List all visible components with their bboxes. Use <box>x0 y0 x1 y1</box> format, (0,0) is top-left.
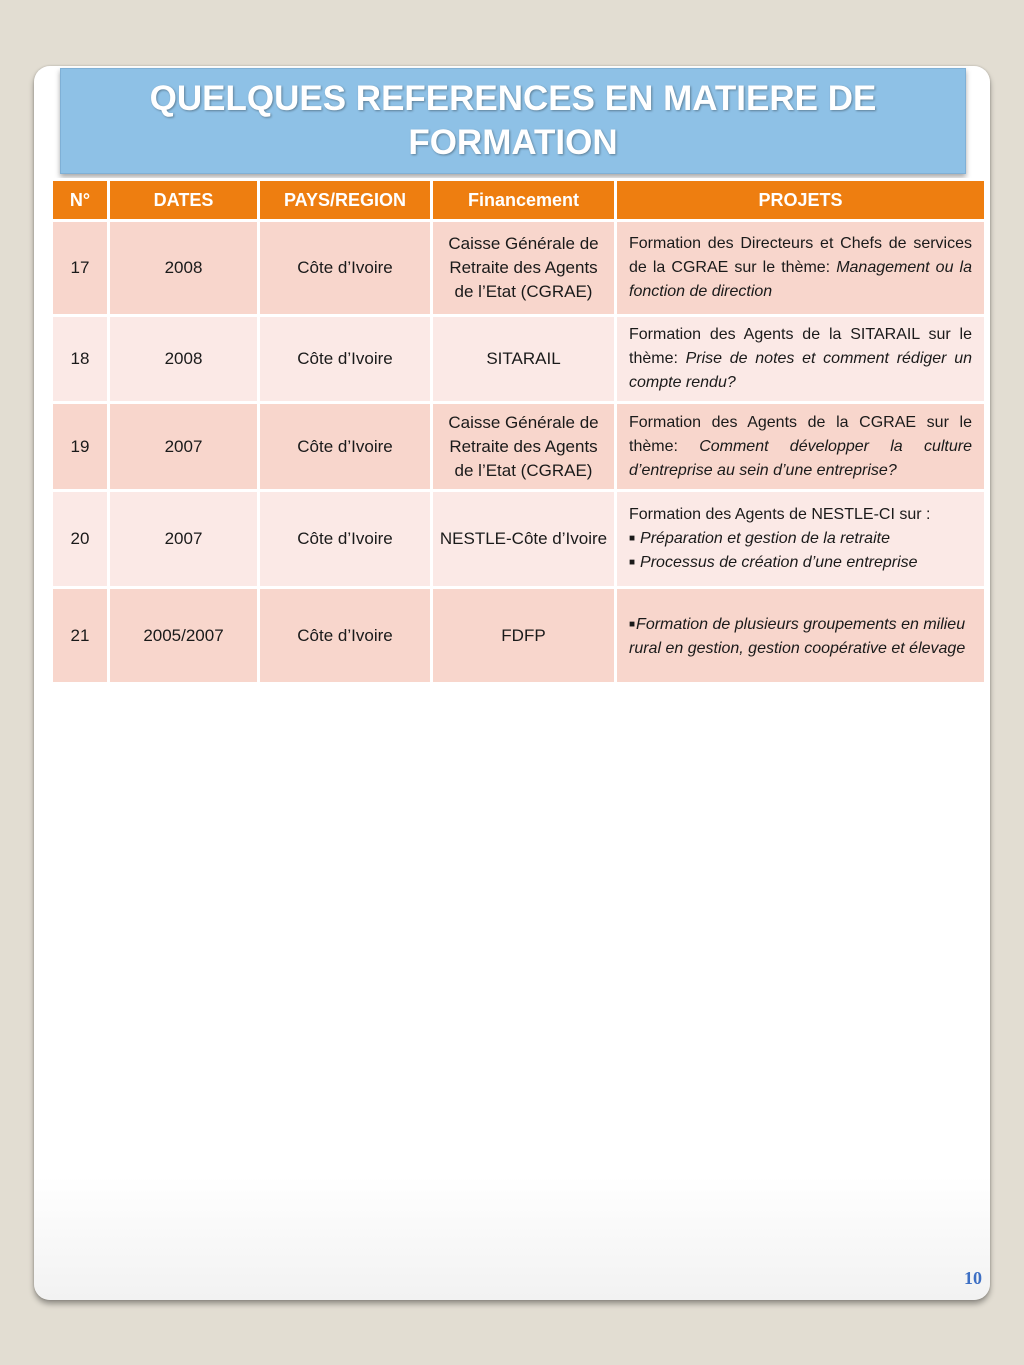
header-dates: DATES <box>109 180 259 221</box>
title-banner <box>60 68 966 174</box>
cell-pays: Côte d’Ivoire <box>259 221 432 316</box>
references-table <box>50 178 987 685</box>
table-row <box>52 221 986 316</box>
cell-pays: Côte d’Ivoire <box>259 403 432 491</box>
page-number: 10 <box>964 1268 982 1288</box>
square-bullet-icon: ■ <box>629 619 636 630</box>
square-bullet-icon: ■ <box>629 533 636 544</box>
table-row <box>52 403 986 491</box>
cell-pays: Côte d’Ivoire <box>259 316 432 403</box>
cell-financement: SITARAIL <box>432 316 616 403</box>
bullet-text: Préparation et gestion de la retraite <box>640 530 890 547</box>
projet-theme: Management ou la fonction de direction <box>629 259 972 300</box>
page-title: QUELQUES REFERENCES EN MATIERE DE FORMATION <box>149 79 877 162</box>
cell-projet <box>616 316 986 403</box>
projet-theme: Prise de notes et comment rédiger un compte rendu? <box>629 350 972 391</box>
cell-num: 21 <box>52 588 109 684</box>
projet-text: Formation des Directeurs et Chefs de services de la CGRAE sur le thème: <box>629 235 972 276</box>
cell-pays: Côte d’Ivoire <box>259 588 432 684</box>
cell-financement: FDFP <box>432 588 616 684</box>
projet-text: Formation des Agents de la CGRAE sur le thème: <box>629 413 972 455</box>
header-projets: PROJETS <box>616 180 986 221</box>
cell-projet <box>616 588 986 684</box>
cell-projet <box>616 491 986 588</box>
bullet-text: Processus de création d’une entreprise <box>640 554 918 571</box>
cell-date: 2008 <box>109 221 259 316</box>
header-num: N° <box>52 180 109 221</box>
cell-num: 19 <box>52 403 109 491</box>
table-header-row <box>52 180 986 221</box>
table-row <box>52 316 986 403</box>
cell-projet <box>616 403 986 491</box>
cell-date: 2007 <box>109 403 259 491</box>
square-bullet-icon: ■ <box>629 557 636 568</box>
cell-financement: NESTLE-Côte d’Ivoire <box>432 491 616 588</box>
cell-num: 17 <box>52 221 109 316</box>
cell-financement: Caisse Générale de Retraite des Agents de l’Etat (CGRAE) <box>432 221 616 316</box>
header-pays-region: PAYS/REGION <box>259 180 432 221</box>
cell-date: 2008 <box>109 316 259 403</box>
cell-num: 18 <box>52 316 109 403</box>
projet-text: Formation des Agents de la SITARAIL sur le thème: <box>629 326 972 367</box>
projet-bullet-list <box>629 527 972 575</box>
cell-date: 2005/2007 <box>109 588 259 684</box>
cell-num: 20 <box>52 491 109 588</box>
cell-date: 2007 <box>109 491 259 588</box>
header-financement: Financement <box>432 180 616 221</box>
table-row <box>52 491 986 588</box>
list-item <box>629 527 972 551</box>
table-row <box>52 588 986 684</box>
cell-projet <box>616 221 986 316</box>
projet-text: Formation des Agents de NESTLE-CI sur : <box>629 506 931 523</box>
list-item <box>629 551 972 575</box>
cell-financement: Caisse Générale de Retraite des Agents de l’Etat (CGRAE) <box>432 403 616 491</box>
cell-pays: Côte d’Ivoire <box>259 491 432 588</box>
projet-theme: Comment développer la culture d’entreprise au sein d’une entreprise? <box>629 437 972 479</box>
projet-theme: Formation de plusieurs groupements en milieu rural en gestion, gestion coopérative et élevage <box>629 616 966 657</box>
